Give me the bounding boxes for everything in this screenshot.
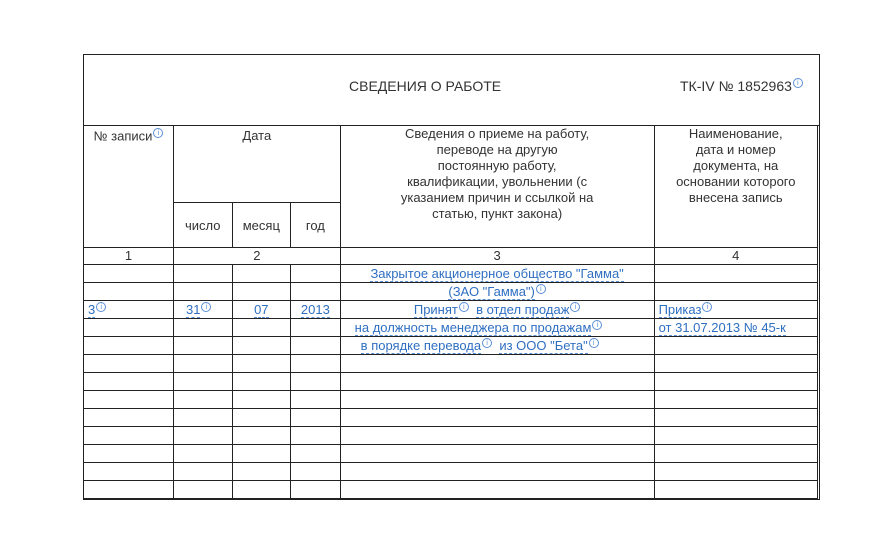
day-cell bbox=[173, 301, 232, 319]
day-value[interactable]: 31 bbox=[185, 302, 201, 317]
doc-name-cell bbox=[654, 301, 817, 319]
header-date: Дата bbox=[173, 126, 340, 203]
header-record-no-text: № записи bbox=[93, 128, 153, 144]
info-icon[interactable]: i bbox=[793, 78, 803, 88]
company-name-line1 bbox=[340, 265, 654, 283]
table-row bbox=[84, 463, 818, 481]
from-company-link[interactable]: из ООО "Бета" bbox=[499, 338, 588, 353]
hired-link[interactable]: Принят bbox=[413, 302, 458, 317]
info-icon[interactable]: i bbox=[153, 128, 163, 138]
header-info: Сведения о приеме на работу, переводе на другую постоянную работу, квалификации, увольнении (с указанием причин и ссылкой на статью, пункт закона) bbox=[340, 126, 654, 248]
column-number-4: 4 bbox=[654, 248, 817, 265]
info-icon[interactable]: i bbox=[592, 320, 602, 330]
header-day: число bbox=[173, 203, 232, 248]
table-row bbox=[84, 265, 818, 283]
record-number-cell bbox=[84, 301, 174, 319]
page-title: СВЕДЕНИЯ О РАБОТЕ bbox=[349, 78, 502, 94]
month-cell bbox=[232, 301, 291, 319]
column-numbers-row bbox=[84, 248, 818, 265]
department-link[interactable]: в отдел продаж bbox=[476, 302, 570, 317]
position-cell bbox=[340, 319, 654, 337]
company-name-line2 bbox=[340, 283, 654, 301]
page-header bbox=[84, 55, 819, 126]
table-row bbox=[84, 427, 818, 445]
company-name-link[interactable]: Закрытое акционерное общество "Гамма" bbox=[370, 266, 624, 281]
series-text: ТК-IV № 1852963 bbox=[680, 78, 792, 94]
doc-name-link[interactable]: Приказ bbox=[658, 302, 702, 317]
column-number-2: 2 bbox=[173, 248, 340, 265]
info-icon[interactable]: i bbox=[459, 302, 469, 312]
header-year: год bbox=[291, 203, 341, 248]
info-icon[interactable]: i bbox=[570, 302, 580, 312]
company-short-name-link[interactable]: (ЗАО "Гамма") bbox=[448, 284, 535, 299]
info-icon[interactable]: i bbox=[96, 302, 106, 312]
header-month: месяц bbox=[232, 203, 291, 248]
table-row bbox=[84, 319, 818, 337]
table-row bbox=[84, 373, 818, 391]
work-record-page bbox=[83, 54, 820, 500]
column-number-1: 1 bbox=[84, 248, 174, 265]
table-row bbox=[84, 337, 818, 355]
table-row bbox=[84, 301, 818, 319]
table-row bbox=[84, 355, 818, 373]
table-row bbox=[84, 445, 818, 463]
position-link[interactable]: на должность менеджера по продажам bbox=[354, 320, 592, 335]
info-icon[interactable]: i bbox=[702, 302, 712, 312]
transfer-cell bbox=[340, 337, 654, 355]
header-record-no bbox=[84, 126, 174, 248]
month-value[interactable]: 07 bbox=[254, 302, 269, 317]
info-icon[interactable]: i bbox=[589, 338, 599, 348]
info-icon[interactable]: i bbox=[482, 338, 492, 348]
year-value[interactable]: 2013 bbox=[300, 302, 330, 317]
column-number-3: 3 bbox=[340, 248, 654, 265]
records-table bbox=[83, 125, 818, 499]
table-row bbox=[84, 409, 818, 427]
info-icon[interactable]: i bbox=[201, 302, 211, 312]
table-row bbox=[84, 283, 818, 301]
series-number bbox=[680, 78, 803, 94]
table-row bbox=[84, 481, 818, 499]
transfer-link[interactable]: в порядке перевода bbox=[360, 338, 482, 353]
header-doc: Наименование, дата и номер документа, на основании которого внесена запись bbox=[654, 126, 817, 248]
table-row bbox=[84, 391, 818, 409]
record-number[interactable]: 3 bbox=[88, 302, 96, 317]
doc-details-cell bbox=[654, 319, 817, 337]
year-cell bbox=[291, 301, 341, 319]
doc-details-link[interactable]: от 31.07.2013 № 45-к bbox=[658, 320, 786, 335]
info-icon[interactable]: i bbox=[536, 284, 546, 294]
hired-cell bbox=[340, 301, 654, 319]
